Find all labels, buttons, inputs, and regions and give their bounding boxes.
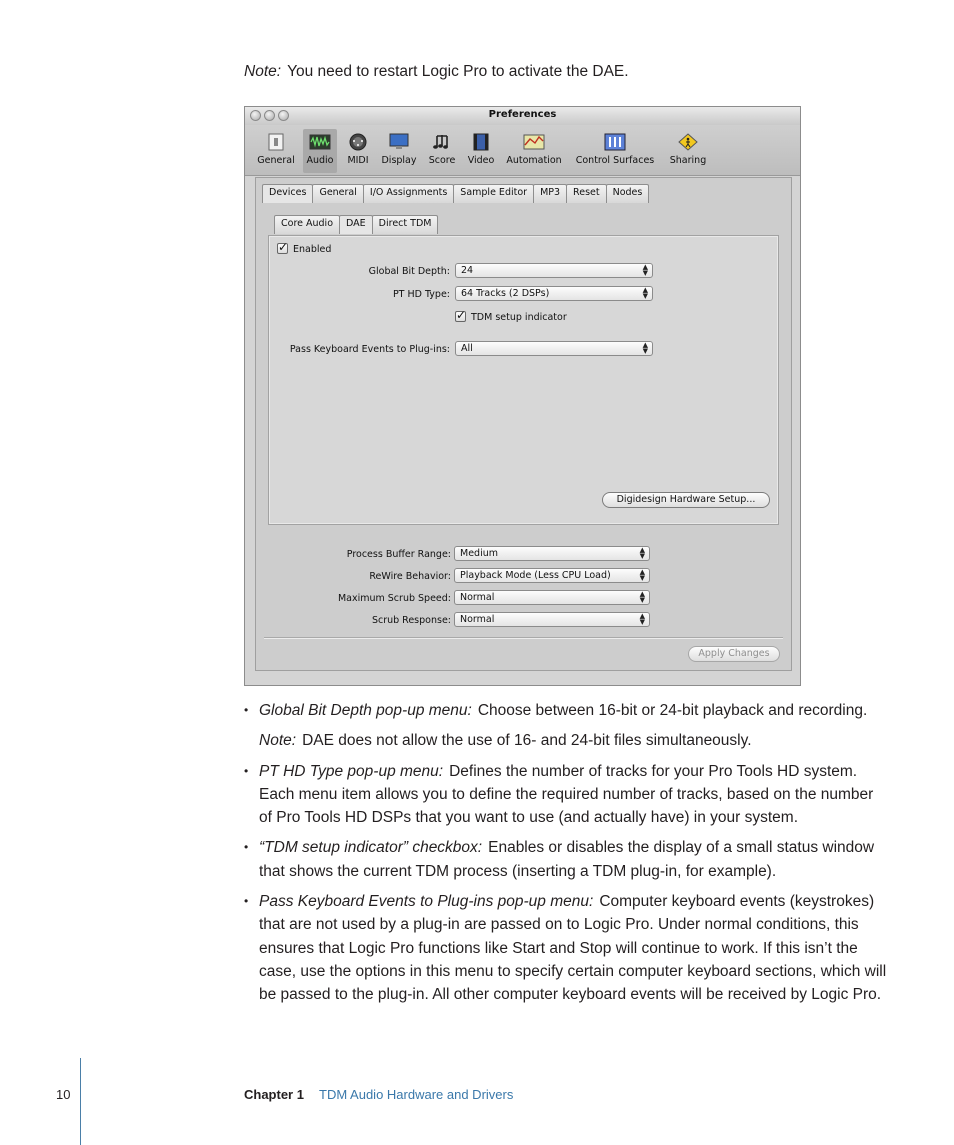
max-scrub-popup[interactable]: Normal ▲ ▼ <box>454 590 650 605</box>
enabled-label: Enabled <box>293 244 332 255</box>
sharing-icon <box>677 133 699 151</box>
popup-arrows-icon: ▲ ▼ <box>639 546 645 560</box>
midi-icon <box>347 133 369 151</box>
device-tabs <box>274 215 437 233</box>
tdm-setup-indicator-label: TDM setup indicator <box>471 312 567 323</box>
dae-panel <box>268 235 779 525</box>
preferences-window <box>244 106 801 686</box>
control-surfaces-icon <box>604 133 626 151</box>
bullet-text: Enables or disables the display of a small status window that shows the current TDM process (inserting a TDM plug-in, for example). <box>259 839 875 880</box>
bullet-text: Choose between 16-bit or 24-bit playback and recording. <box>477 702 868 719</box>
tdm-setup-indicator-checkbox[interactable] <box>455 311 466 322</box>
window-title: Preferences <box>488 109 557 120</box>
automation-icon <box>523 133 545 151</box>
footer-chapter-title: TDM Audio Hardware and Drivers <box>319 1087 514 1102</box>
popup-arrows-icon: ▲ ▼ <box>642 286 648 300</box>
bullet-list <box>259 699 889 1014</box>
bullet-term: Pass Keyboard Events to Plug-ins pop-up menu: <box>259 893 594 911</box>
video-icon <box>470 133 492 151</box>
tab-direct-tdm[interactable]: Direct TDM <box>372 215 439 234</box>
note-label: Note: <box>244 63 282 80</box>
bullet-term: “TDM setup indicator” checkbox: <box>259 839 483 857</box>
note-text: DAE does not allow the use of 16- and 24-bit files simultaneously. <box>302 732 752 750</box>
score-icon <box>431 133 453 151</box>
toolbar-midi[interactable]: MIDI <box>343 129 373 173</box>
pt-hd-type-popup[interactable]: 64 Tracks (2 DSPs) ▲ ▼ <box>455 286 653 301</box>
popup-arrows-icon: ▲ ▼ <box>642 341 648 355</box>
tab-sample-editor[interactable]: Sample Editor <box>453 184 534 203</box>
audio-preferences-pane <box>255 177 792 671</box>
toolbar-score[interactable]: Score <box>425 129 459 173</box>
bullet-term: Global Bit Depth pop-up menu: <box>259 702 472 719</box>
tab-io-assignments[interactable]: I/O Assignments <box>363 184 454 203</box>
list-item <box>259 760 889 830</box>
toolbar <box>245 125 800 176</box>
toolbar-video[interactable]: Video <box>464 129 498 173</box>
process-buffer-popup[interactable]: Medium ▲ ▼ <box>454 546 650 561</box>
pass-keyboard-popup[interactable]: All ▲ ▼ <box>455 341 653 356</box>
tab-nodes[interactable]: Nodes <box>606 184 650 203</box>
toolbar-automation[interactable]: Automation <box>503 129 565 173</box>
list-item <box>259 836 889 883</box>
footer-divider <box>80 1058 81 1145</box>
enabled-checkbox[interactable] <box>277 243 288 254</box>
bullet-text: Computer keyboard events (keystrokes) that are not used by a plug-in are passed on to Logic Pro. Under normal conditions, this ensures that Logic Pro functions like Start and Stop will continue to work. If this isn’t the case, use the options in this menu to specify certain computer keyboard sections, which will be passed to the plug-in. All other computer keyboard events will be received by Logic Pro. <box>259 893 887 1004</box>
digidesign-hardware-setup-button[interactable]: Digidesign Hardware Setup... <box>602 492 770 508</box>
rewire-popup[interactable]: Playback Mode (Less CPU Load) ▲ ▼ <box>454 568 650 583</box>
popup-arrows-icon: ▲ ▼ <box>639 590 645 604</box>
global-bit-depth-popup[interactable]: 24 ▲ ▼ <box>455 263 653 278</box>
tab-devices[interactable]: Devices <box>262 184 313 203</box>
note-label: Note: <box>259 732 297 750</box>
toolbar-general[interactable]: General <box>255 129 297 173</box>
pt-hd-type-label: PT HD Type: <box>392 289 450 300</box>
bullet-term: PT HD Type pop-up menu: <box>259 762 444 780</box>
tab-reset[interactable]: Reset <box>566 184 607 203</box>
popup-arrows-icon: ▲ ▼ <box>639 612 645 626</box>
toolbar-audio[interactable]: Audio <box>303 129 337 173</box>
rewire-label: ReWire Behavior: <box>369 571 451 582</box>
bullet-note <box>259 729 889 752</box>
tab-mp3[interactable]: MP3 <box>533 184 567 203</box>
page-number: 10 <box>56 1087 71 1102</box>
toolbar-sharing[interactable]: Sharing <box>664 129 712 173</box>
top-note <box>244 63 629 81</box>
list-item <box>259 699 889 722</box>
general-icon <box>265 133 287 151</box>
tab-dae[interactable]: DAE <box>339 215 373 234</box>
title-bar <box>245 107 800 126</box>
popup-arrows-icon: ▲ ▼ <box>639 568 645 582</box>
apply-changes-button[interactable]: Apply Changes <box>688 646 780 662</box>
scrub-response-label: Scrub Response: <box>371 615 451 626</box>
list-item <box>259 890 889 1006</box>
tab-core-audio[interactable]: Core Audio <box>274 215 340 234</box>
main-tabs <box>262 184 648 202</box>
popup-arrows-icon: ▲ ▼ <box>642 263 648 277</box>
scrub-response-popup[interactable]: Normal ▲ ▼ <box>454 612 650 627</box>
note-text: You need to restart Logic Pro to activate the DAE. <box>287 63 629 80</box>
toolbar-control-surfaces[interactable]: Control Surfaces <box>572 129 658 173</box>
pass-keyboard-label: Pass Keyboard Events to Plug-ins: <box>289 344 450 355</box>
toolbar-display[interactable]: Display <box>378 129 420 173</box>
divider <box>264 637 783 639</box>
display-icon <box>388 133 410 151</box>
footer-chapter: Chapter 1 <box>244 1087 304 1102</box>
bullet-text: Defines the number of tracks for your Pro Tools HD system. Each menu item allows you to define the required number of tracks, based on the number of Pro Tools HD DSPs that you want to use (and actually have) in your system. <box>259 762 874 827</box>
max-scrub-label: Maximum Scrub Speed: <box>337 593 451 604</box>
global-bit-depth-label: Global Bit Depth: <box>368 266 450 277</box>
tab-general[interactable]: General <box>312 184 363 203</box>
process-buffer-label: Process Buffer Range: <box>346 549 451 560</box>
audio-icon <box>309 133 331 151</box>
